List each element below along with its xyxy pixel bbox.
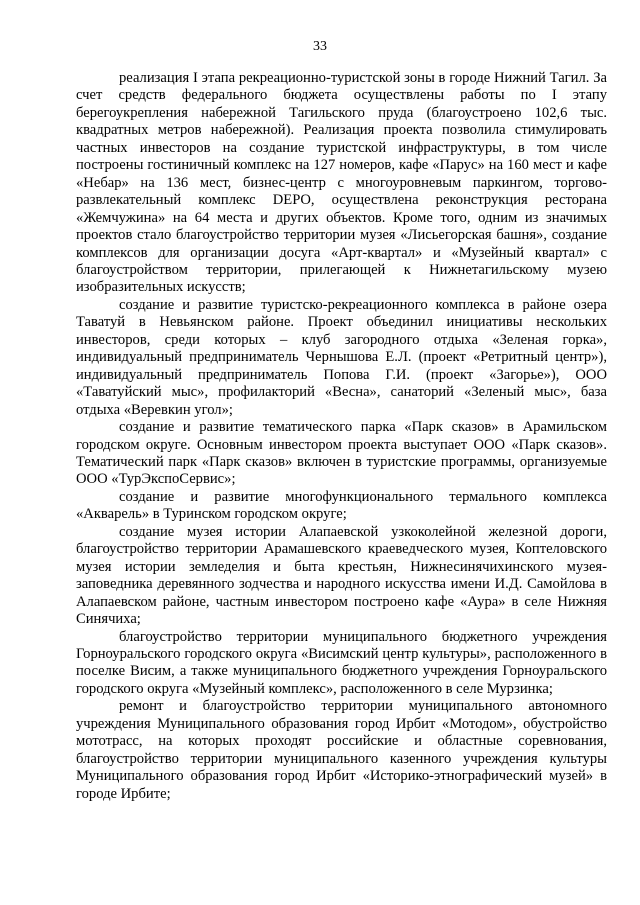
page-number: 33: [313, 39, 327, 54]
paragraph-irbit: ремонт и благоустройство территории муниципального автономного учреждения Муниципального образования город Ирбит «Мотодом», обустройство мототрасс, на которых проходят российские и областные соревнования, благоустройство территории муниципального казенного учреждения культуры Муниципального образования город Ирбит «Историко-этнографический музей» в городе Ирбите;: [76, 698, 607, 802]
paragraph-akvarel: создание и развитие многофункционального термального комплекса «Акварель» в Туринском городском округе;: [76, 488, 607, 523]
paragraph-nizhny-tagil: реализация I этапа рекреационно-туристской зоны в городе Нижний Тагил. За счет средств федерального бюджета осуществлены работы по I этапу берегоукрепления набережной Тагильского пруда (благоустроено 102,6 тыс. квадратных метров набережной). Реализация проекта позволила стимулировать частных инвесторов на создание туристской инфраструктуры, в том числе построены гостиничный комплекс на 127 номеров, кафе «Парус» на 160 мест и кафе «Небар» на 136 мест, бизнес-центр с многоуровневым паркингом, торгово-развлекательный комплекс DEPO, осуществлена реконструкция ресторана «Жемчужина» на 64 места и других объектов. Кроме того, одним из значимых проектов стало благоустройство территории музея «Лисьегорская башня», создание комплексов для организации досуга «Арт-квартал» и «Музейный квартал» с благоустройством территории, прилегающей к Нижнетагильскому музею изобразительных искусств;: [76, 70, 607, 296]
paragraph-alapaevsk-museum: создание музея истории Алапаевской узкоколейной железной дороги, благоустройство территории Арамашевского краеведческого музея, Коптеловского музея истории земледелия и быта крестьян, Нижнесинячихинского музея-заповедника деревянного зодчества и народного искусства имени И.Д. Самойлова в Алапаевском районе, частным инвестором построено кафе «Аура» в селе Нижняя Синячиха;: [76, 523, 607, 628]
paragraph-park-skazov: создание и развитие тематического парка «Парк сказов» в Арамильском городском округе. Основным инвестором проекта выступает ООО «Парк сказов». Тематический парк «Парк сказов» включен в туристские программы, организуемые ООО «ТурЭкспоСервис»;: [76, 419, 607, 488]
paragraph-tavatuy: создание и развитие туристско-рекреационного комплекса в районе озера Таватуй в Невьянском районе. Проект объединил инициативы нескольких инвесторов, среди которых – клуб загородного отдыха «Зеленая горка», индивидуальный предприниматель Чернышова Е.Л. (проект «Ретритный центр»), индивидуальный предприниматель Попова Г.И. (проект «Загорье»), ООО «Таватуйский мыс», профилакторий «Весна», санаторий «Зеленый мыс», база отдыха «Веревкин угол»;: [76, 296, 607, 418]
document-body: [76, 70, 607, 803]
paragraph-gornouralsky: благоустройство территории муниципального бюджетного учреждения Горноуральского городского округа «Висимский центр культуры», расположенного в поселке Висим, а также муниципального бюджетного учреждения Горноуральского городского округа «Музейный комплекс», расположенного в селе Мурзинка;: [76, 628, 607, 697]
